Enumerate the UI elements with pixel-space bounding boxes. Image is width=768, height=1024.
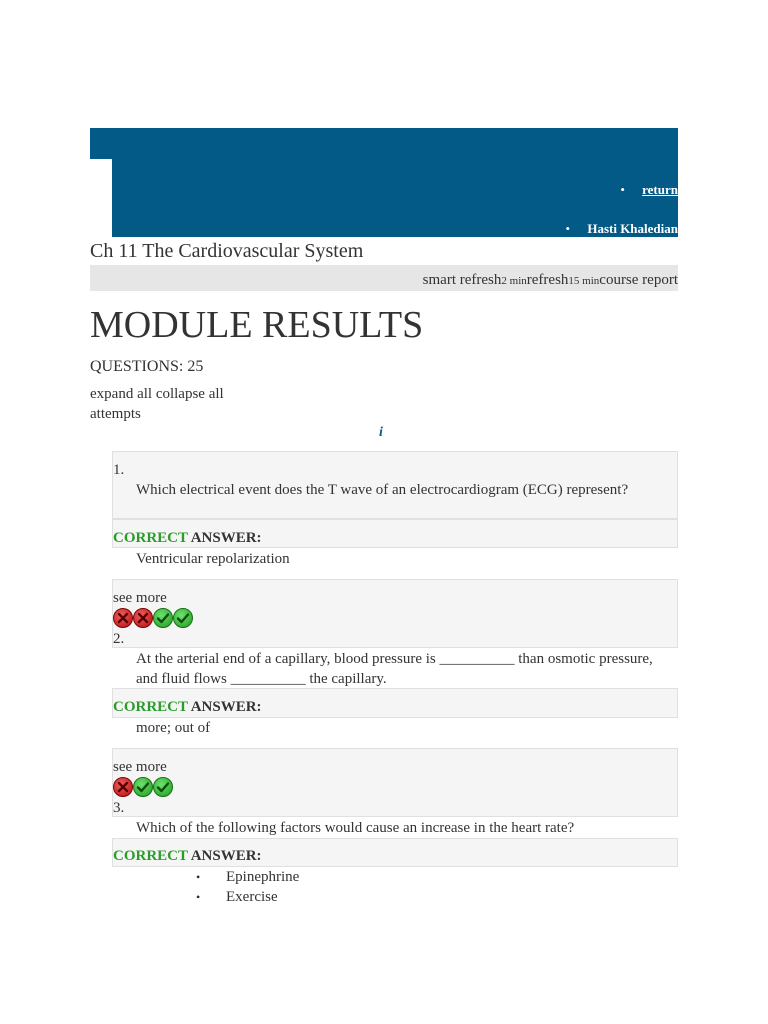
attempts-label: attempts — [90, 406, 141, 422]
answer-word: ANSWER: — [190, 699, 262, 715]
correct-attempt-icon — [153, 608, 173, 628]
collapse-all-link[interactable]: collapse all — [155, 386, 224, 402]
incorrect-attempt-icon — [133, 608, 153, 628]
see-more-link[interactable]: see more — [113, 590, 167, 606]
answer-word: ANSWER: — [190, 848, 262, 864]
correct-attempt-icon — [133, 777, 153, 797]
refresh-label: refresh — [526, 272, 569, 288]
see-more-link[interactable]: see more — [113, 759, 167, 775]
smart-refresh-time: 2 min — [501, 275, 527, 287]
course-toolbar — [90, 265, 678, 291]
question-text: Which of the following factors would cause an increase in the heart rate? — [136, 820, 575, 836]
header-notch — [90, 159, 112, 237]
question-number: 2. — [113, 631, 125, 647]
correct-answer-label — [113, 697, 262, 717]
header-nav — [566, 176, 678, 254]
correct-answer-label — [113, 846, 262, 866]
answer-list — [196, 867, 299, 907]
refresh-time: 15 min — [568, 275, 600, 287]
questions-count: QUESTIONS: 25 — [90, 358, 204, 375]
incorrect-attempt-icon — [113, 777, 133, 797]
course-title: Ch 11 The Cardiovascular System — [90, 240, 364, 262]
smart-refresh-label: smart refresh — [422, 272, 502, 288]
question-number: 3. — [113, 800, 125, 816]
attempts-box — [112, 579, 678, 648]
page-title: MODULE RESULTS — [90, 304, 424, 346]
nav-item-user — [566, 215, 678, 254]
expand-collapse-controls — [90, 384, 224, 404]
answer-text: Ventricular repolarization — [136, 551, 290, 567]
question-text: Which electrical event does the T wave of an electrocardiogram (ECG) represent? — [136, 482, 629, 498]
correct-word: CORRECT — [113, 699, 188, 715]
answer-list-item: • Exercise — [196, 887, 299, 907]
correct-word: CORRECT — [113, 848, 188, 864]
attempt-history — [113, 777, 173, 797]
answer-text: more; out of — [136, 720, 211, 736]
correct-answer-label — [113, 528, 262, 548]
info-icon[interactable]: i — [379, 425, 383, 440]
smart-refresh-link[interactable] — [423, 272, 527, 288]
answer-list-item: • Epinephrine — [196, 867, 299, 887]
correct-attempt-icon — [173, 608, 193, 628]
question-text: At the arterial end of a capillary, blood pressure is __________ than osmotic pressure, and fluid flows __________ the capillary. — [136, 651, 653, 687]
nav-item-return — [566, 176, 678, 215]
return-link[interactable]: return — [642, 182, 678, 197]
question-number: 1. — [113, 462, 125, 478]
correct-attempt-icon — [153, 777, 173, 797]
attempts-box — [112, 748, 678, 817]
user-name[interactable]: Hasti Khaledian — [587, 221, 678, 236]
attempt-history — [113, 608, 193, 628]
expand-all-link[interactable]: expand all — [90, 386, 153, 402]
answer-word: ANSWER: — [190, 530, 262, 546]
refresh-link[interactable] — [527, 272, 600, 288]
course-report-link[interactable]: course report — [599, 272, 678, 288]
incorrect-attempt-icon — [113, 608, 133, 628]
correct-word: CORRECT — [113, 530, 188, 546]
